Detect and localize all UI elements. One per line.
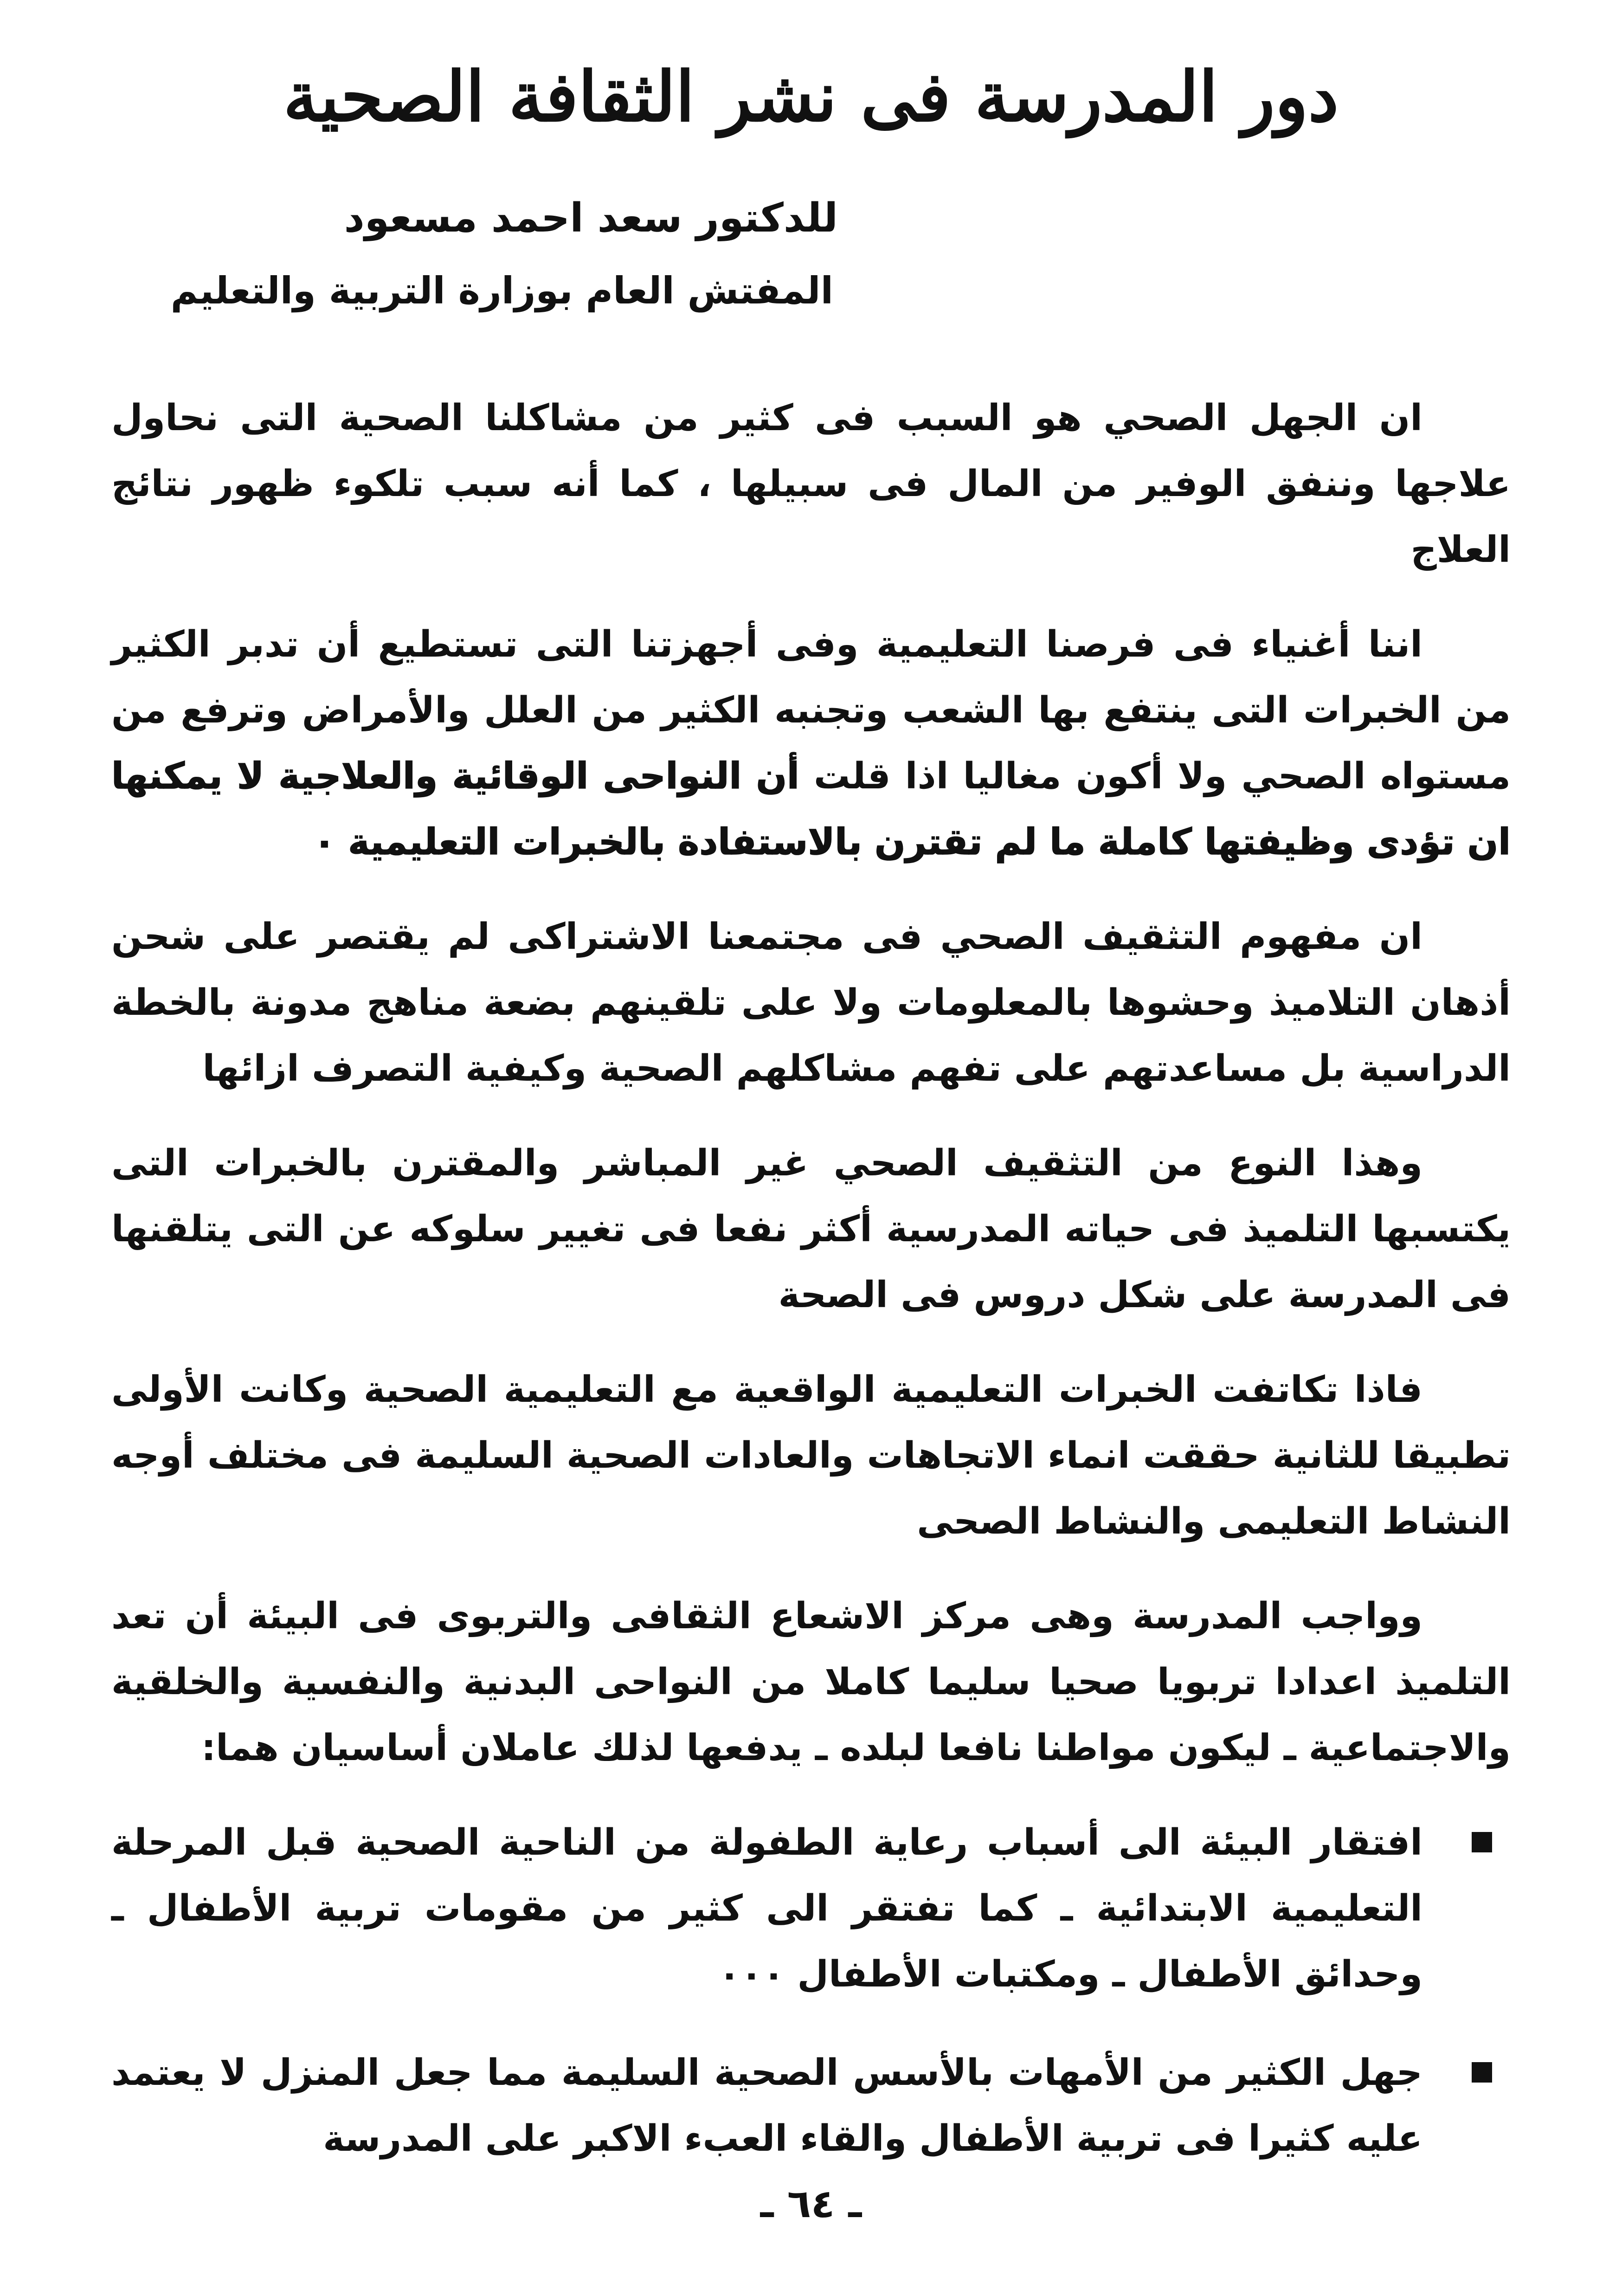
paragraph-text: ان الجهل الصحي هو السبب فى كثير من مشاكلنا الصحية التى نحاول علاجها وننفق الوفير من المال فى سبيلها ، كما أنه سبب تلكوء ظهور نتائج العلاج [111, 397, 1511, 571]
paragraph-text: ان مفهوم التثقيف الصحي فى مجتمعنا الاشتراكى لم يقتصر على شحن أذهان التلاميذ وحشوها بالمعلومات ولا على تلقينهم بضعة مناهج مدونة بالخطة الدراسية بل مساعدتهم على تفهم مشاكلهم الصحية وكيفية التصرف ازائها [111, 916, 1511, 1090]
paragraph [111, 1130, 1511, 1328]
page-title: دور المدرسة فى نشر الثقافة الصحية [283, 56, 1339, 137]
article-body [111, 385, 1511, 2204]
list-item [111, 2040, 1511, 2172]
paragraph [111, 904, 1511, 1102]
paragraph-text: وواجب المدرسة وهى مركز الاشعاع الثقافى والتربوى فى البيئة أن تعد التلميذ اعدادا تربويا صحيا سليما كاملا من النواحى البدنية والنفسية والخلقية والاجتماعية ـ ليكون مواطنا نافعا لبلده ـ يدفعها لذلك عاملان أساسيان هما: [111, 1595, 1511, 1769]
list-item [111, 1810, 1511, 2007]
document-page [111, 0, 1511, 2296]
square-bullet-icon [1472, 2062, 1492, 2083]
bullet-list [111, 1810, 1511, 2172]
author-role: المفتش العام بوزارة التربية والتعليم [170, 269, 833, 312]
paragraph [111, 1583, 1511, 1781]
page-number: ـ ٦٤ ـ [760, 2181, 862, 2226]
paragraph-text: اننا أغنياء فى فرصنا التعليمية وفى أجهزتنا التى تستطيع أن تدبر الكثير من الخبرات التى ينتفع بها الشعب وتجنبه الكثير من العلل والأمراض وترفع من مستواه الصحي ولا أكون مغاليا اذا قلت [111, 624, 1511, 797]
author-name: للدكتور سعد احمد مسعود [344, 195, 838, 241]
paragraph-text: فاذا تكاتفت الخبرات التعليمية الواقعية مع التعليمية الصحية وكانت الأولى تطبيقا للثانية حققت انماء الاتجاهات والعادات الصحية السليمة فى مختلف أوجه النشاط التعليمى والنشاط الصحى [111, 1369, 1511, 1542]
list-item-text: افتقار البيئة الى أسباب رعاية الطفولة من الناحية الصحية قبل المرحلة التعليمية الابتدائية ـ كما تفتقر الى كثير من مقومات تربية الأطفال ـ وحدائق الأطفال ـ ومكتبات الأطفال ٠٠٠ [111, 1822, 1422, 1995]
square-bullet-icon [1472, 1832, 1492, 1852]
paragraph-emphasis: أن النواحى الوقائية والعلاجية لا يمكنها ان تؤدى وظيفتها كاملة ما لم تقترن بالاستفادة بالخبرات التعليمية ٠ [111, 755, 1511, 863]
paragraph [111, 612, 1511, 875]
paragraph [111, 1357, 1511, 1554]
list-item-text: جهل الكثير من الأمهات بالأسس الصحية السليمة مما جعل المنزل لا يعتمد عليه كثيرا فى تربية الأطفال والقاء العبء الاكبر على المدرسة [111, 2052, 1422, 2160]
paragraph-text: وهذا النوع من التثقيف الصحي غير المباشر والمقترن بالخبرات التى يكتسبها التلميذ فى حياته المدرسية أكثر نفعا فى تغيير سلوكه عن التى يتلقنها فى المدرسة على شكل دروس فى الصحة [111, 1142, 1511, 1316]
paragraph [111, 385, 1511, 583]
